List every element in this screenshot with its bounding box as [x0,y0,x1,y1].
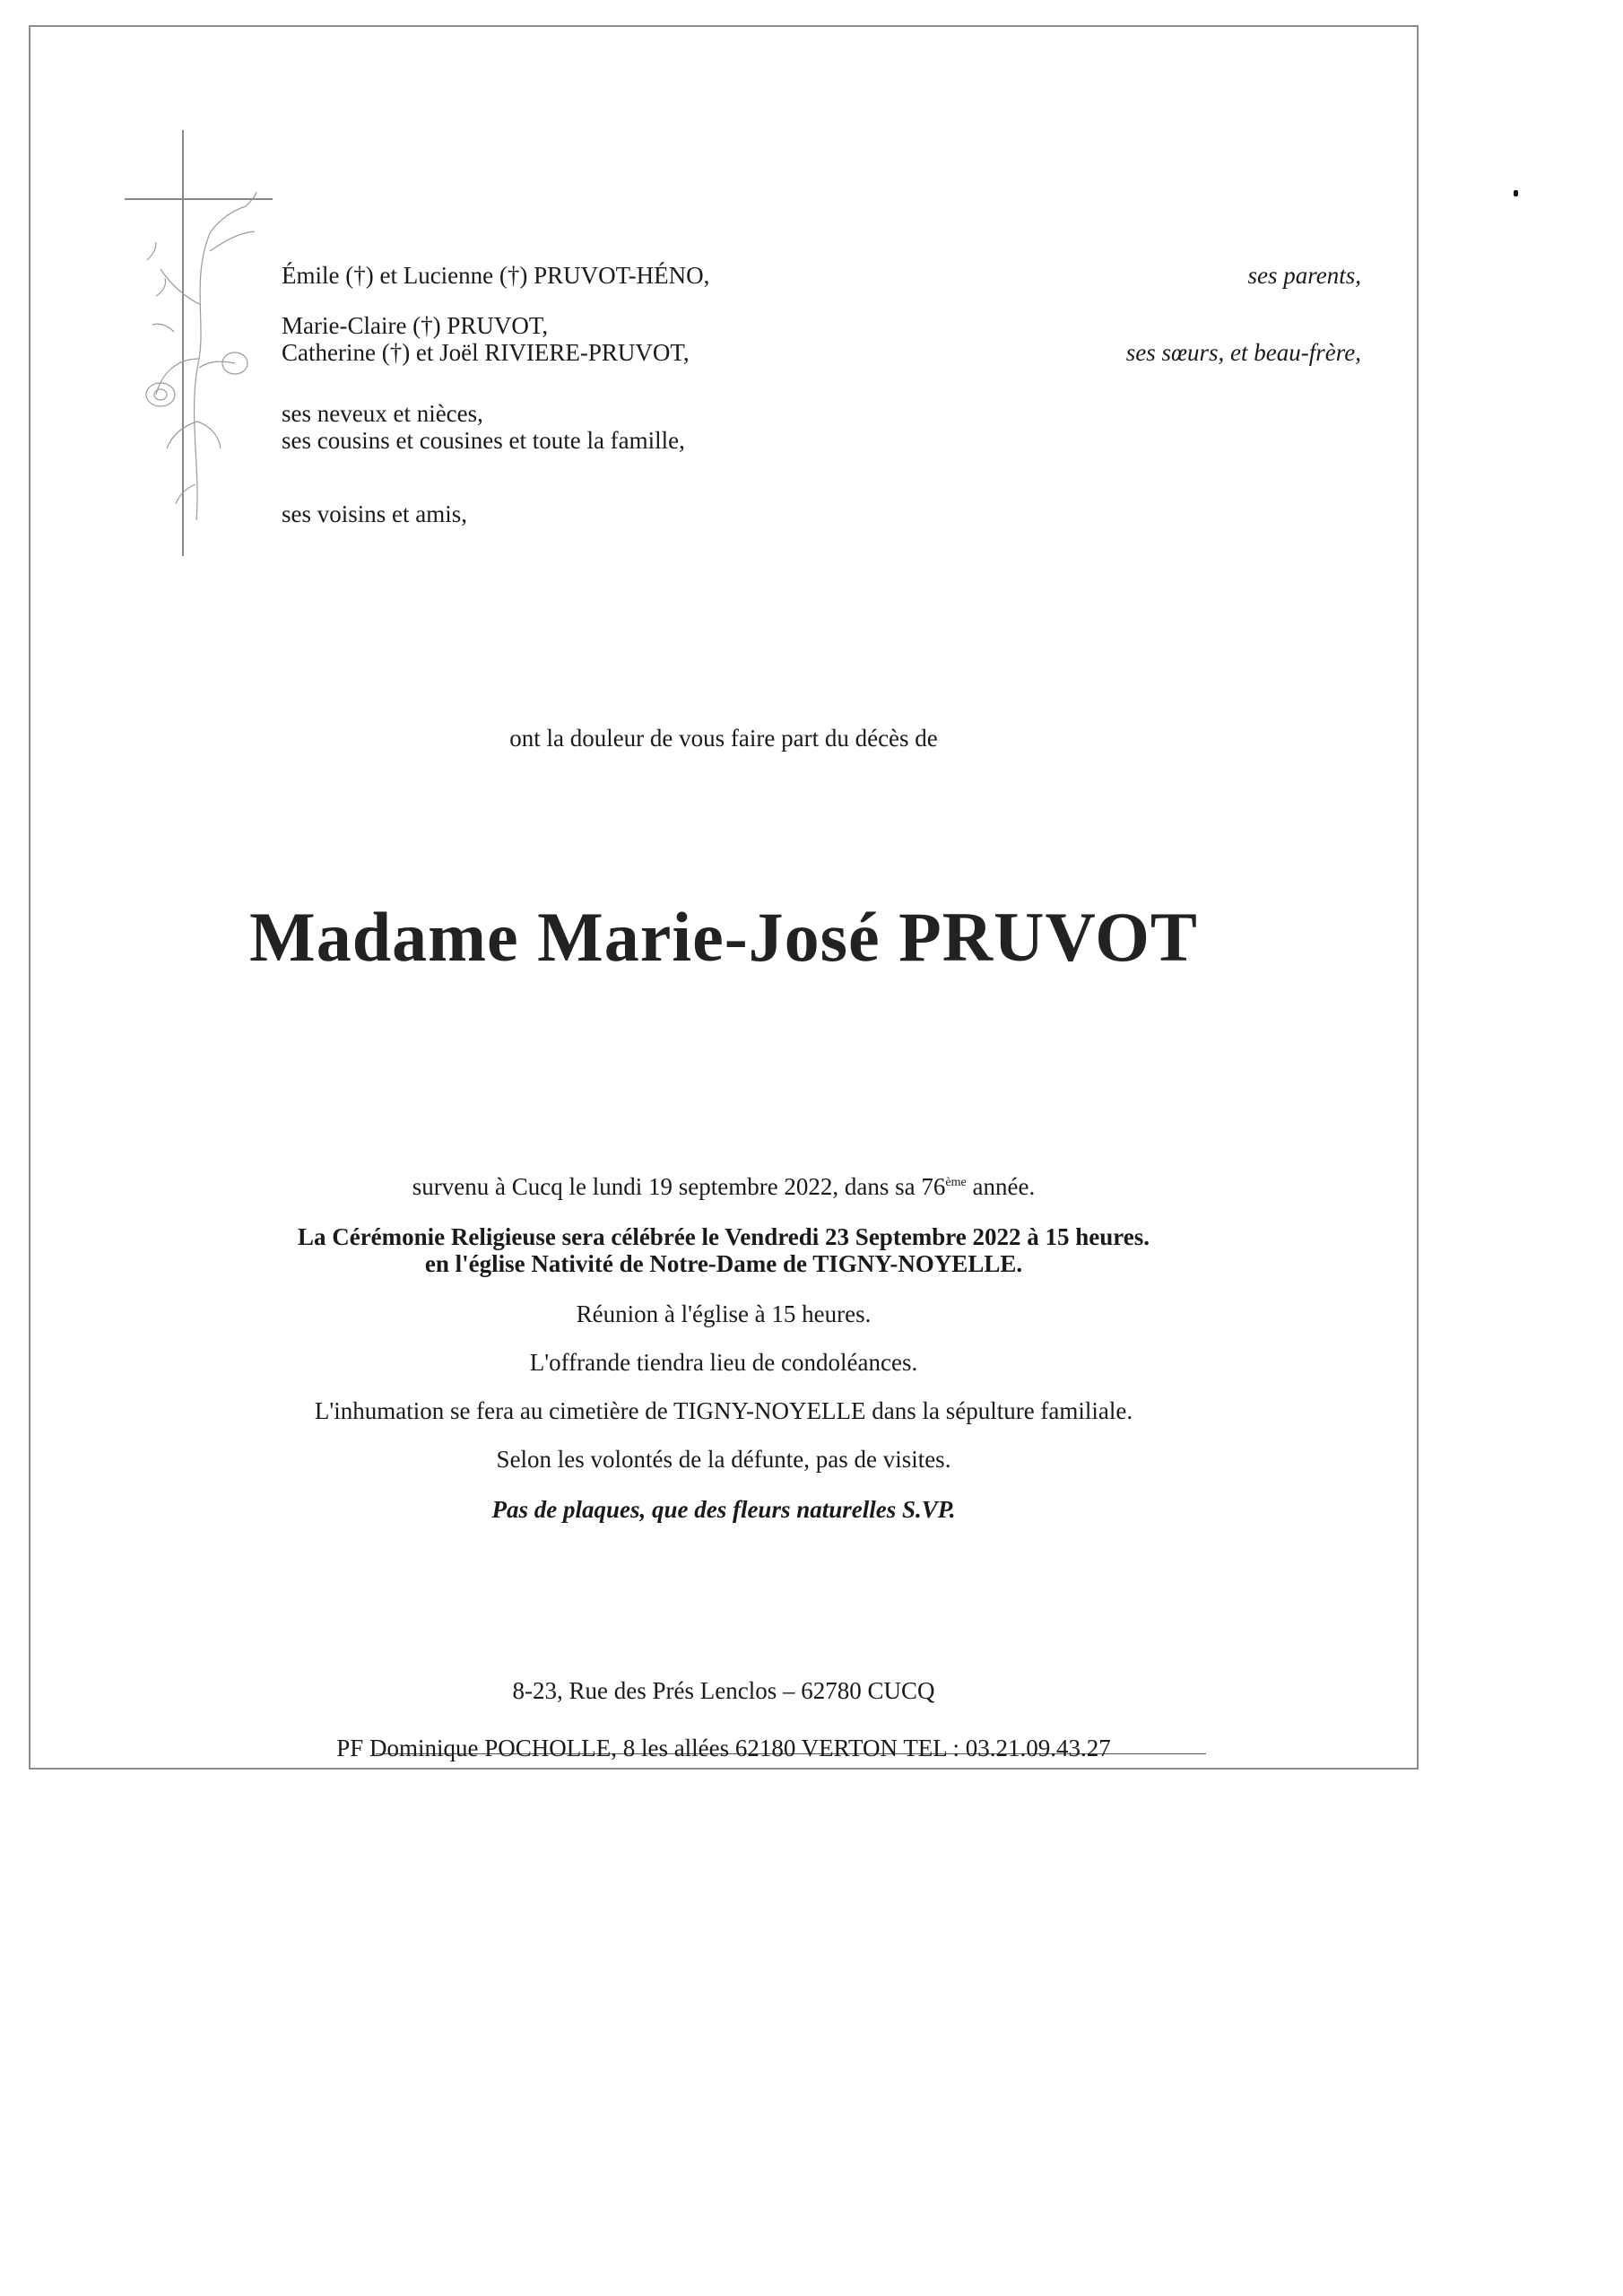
parents-role: ses parents, [1247,262,1361,289]
announcement-line: ont la douleur de vous faire part du décès de [509,725,938,752]
nephews-line: ses neveux et nièces, [282,400,483,427]
ceremony-line-1: La Cérémonie Religieuse sera célébrée le Vendredi 23 Septembre 2022 à 15 heures. [297,1223,1150,1250]
offering-line: L'offrande tiendra lieu de condoléances. [529,1349,918,1376]
parents-names: Émile (†) et Lucienne (†) PRUVOT-HÉNO, [282,262,710,289]
cross-flower-icon [120,126,291,565]
cousins-line: ses cousins et cousines et toute la famille, [282,427,685,454]
burial-line: L'inhumation se fera au cimetière de TIGNY-NOYELLE dans la sépulture familiale. [314,1397,1133,1424]
address-line: 8-23, Rue des Prés Lenclos – 62780 CUCQ [512,1677,935,1704]
neighbours-line: ses voisins et amis, [282,500,467,527]
meeting-line: Réunion à l'église à 15 heures. [576,1300,872,1327]
ordinal-suffix: ème [945,1176,967,1189]
wishes-line: Selon les volontés de la défunte, pas de visites. [496,1446,951,1473]
death-details-end: année. [966,1173,1036,1200]
sibling-1: Marie-Claire (†) PRUVOT, [282,312,549,339]
siblings-role: ses sœurs, et beau-frère, [1125,339,1361,366]
scan-speck [1514,190,1518,196]
deceased-name: Madame Marie-José PRUVOT [249,898,1198,976]
ceremony-line-2: en l'église Nativité de Notre-Dame de TIGNY-NOYELLE. [424,1250,1023,1277]
death-details [30,1173,1417,1201]
death-notice-frame [29,25,1419,1770]
funeral-home-line: PF Dominique POCHOLLE, 8 les allées 62180 VERTON TEL : 03.21.09.43.27 [336,1735,1111,1761]
sibling-2: Catherine (†) et Joël RIVIERE-PRUVOT, [282,339,690,366]
flowers-line: Pas de plaques, que des fleurs naturelles S.VP. [491,1496,956,1523]
death-details-text: survenu à Cucq le lundi 19 septembre 2022, dans sa 76 [412,1173,946,1200]
